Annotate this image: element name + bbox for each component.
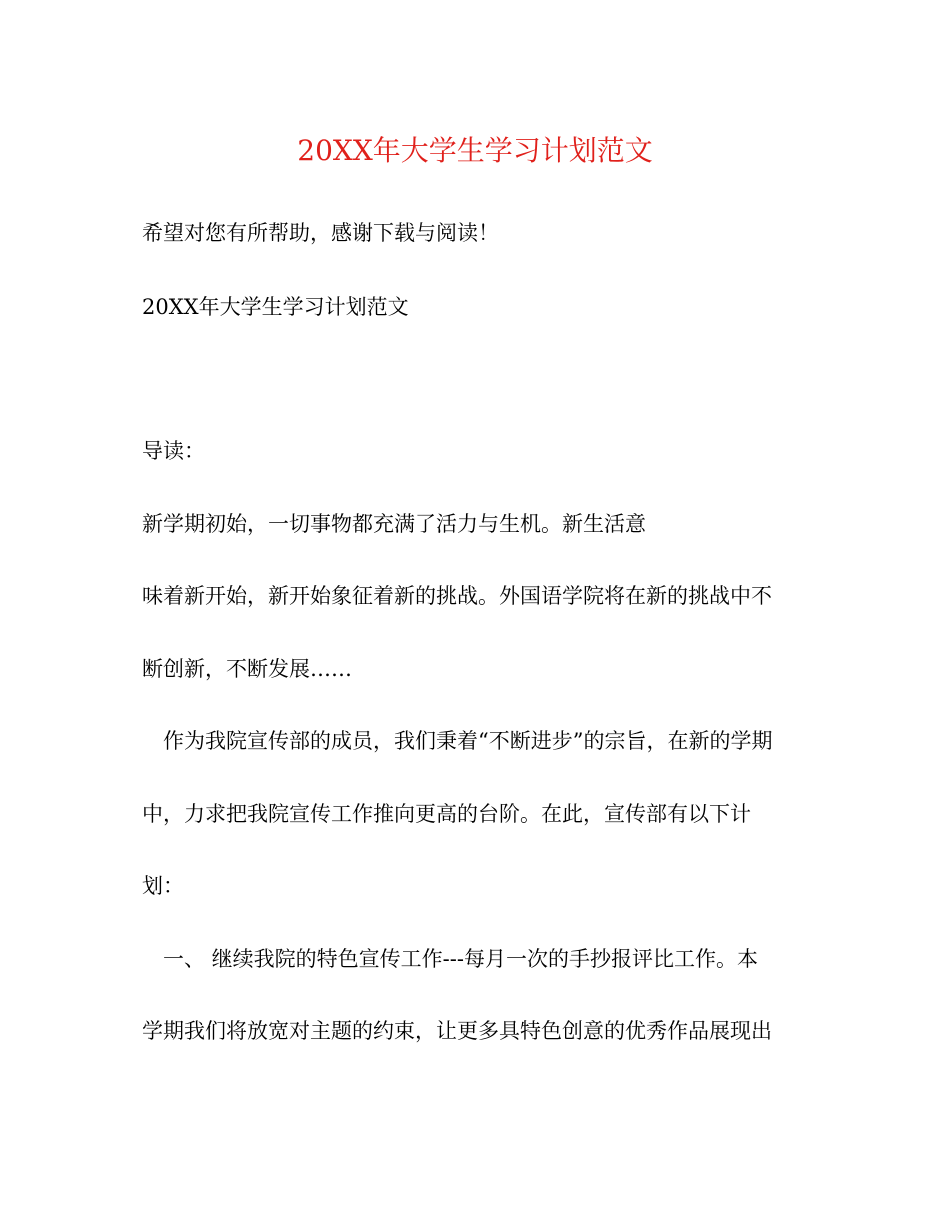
guide-heading: 导读： xyxy=(142,439,205,463)
body-line-4: 作为我院宣传部的成员，我们秉着“不断进步”的宗旨，在新的学期 xyxy=(142,729,773,753)
document-title: 20XX年大学生学习计划范文 xyxy=(297,134,653,167)
body-line-1: 新学期初始，一切事物都充满了活力与生机。新生活意 xyxy=(142,512,646,536)
body-line-6: 划： xyxy=(142,874,184,898)
body-line-2: 味着新开始，新开始象征着新的挑战。外国语学院将在新的挑战中不 xyxy=(142,584,772,608)
intro-thanks-line: 希望对您有所帮助，感谢下载与阅读！ xyxy=(142,221,499,245)
body-line-7: 一、 继续我院的特色宣传工作---每月一次的手抄报评比工作。本 xyxy=(142,947,758,971)
body-line-5: 中，力求把我院宣传工作推向更高的台阶。在此，宣传部有以下计 xyxy=(142,802,751,826)
subtitle-line: 20XX年大学生学习计划范文 xyxy=(142,295,409,319)
body-line-3: 断创新，不断发展…… xyxy=(142,657,352,681)
body-line-8: 学期我们将放宽对主题的约束，让更多具特色创意的优秀作品展现出 xyxy=(142,1019,772,1043)
